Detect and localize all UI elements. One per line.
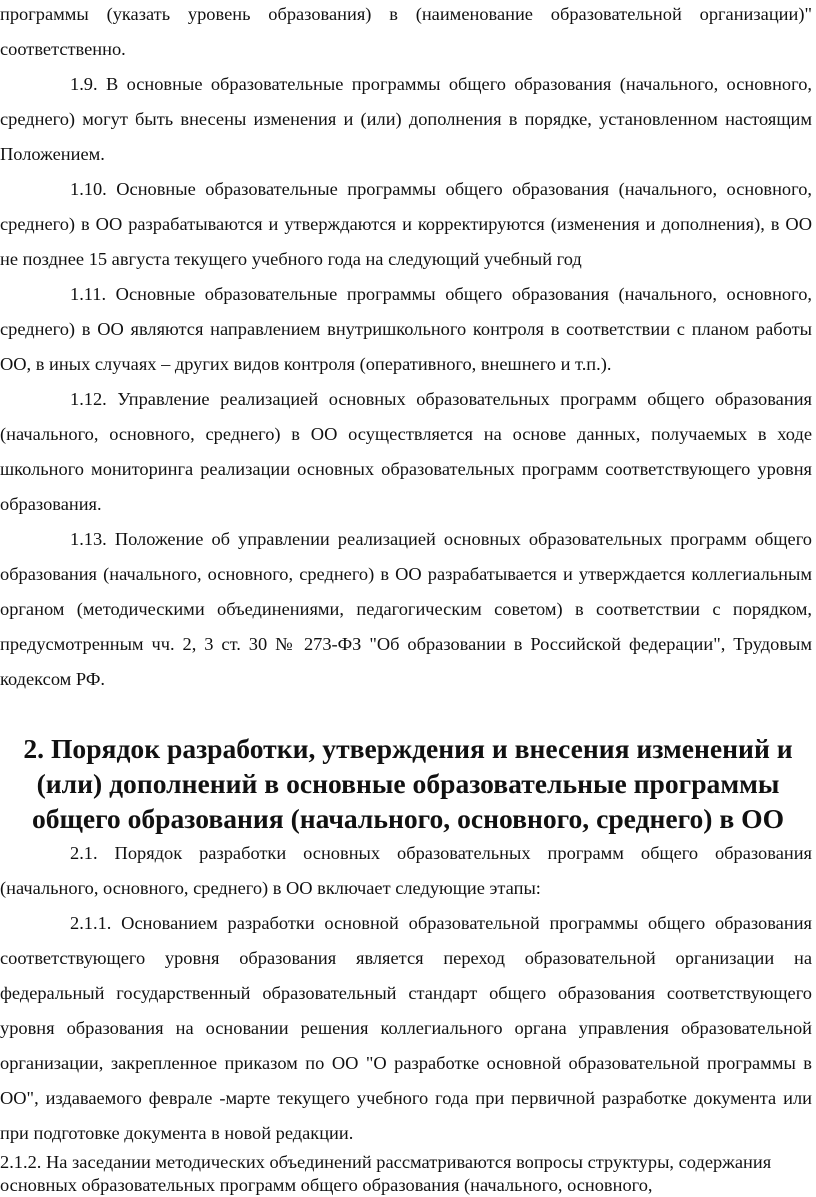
section-heading: 2. Порядок разработки, утверждения и внесения изменений и (или) дополнений в основные образовательные программы общего образования (начального, основного, среднего) в ОО — [23, 733, 793, 834]
paragraph-1-10: 1.10. Основные образовательные программы общего образования (начального, основного, среднего) в ОО разрабатываются и утверждаются и корректируются (изменения и дополнения), в ОО не позднее 15 августа текущего учебного года на следующий учебный год — [0, 179, 812, 269]
section-spacer — [0, 697, 816, 731]
paragraph-2-1-1: 2.1.1. Основанием разработки основной образовательной программы общего образования соответствующего уровня образования является переход образовательной организации на федеральный государственный образовательный стандарт общего образования соответствующего уровня образования на основании решения коллегиального органа управления образовательной организации, закрепленное приказом по ОО "О разработке основной образовательной программы в ОО", издаваемого феврале -марте текущего учебного года при первичной разработке документа или при подготовке документа в новой редакции. — [0, 913, 812, 1143]
paragraph-1-13: 1.13. Положение об управлении реализацией основных образовательных программ общего образования (начального, основного, среднего) в ОО разрабатывается и утверждается коллегиальным органом (методическими объединениями, педагогическим советом) в соответствии с порядком, предусмотренным чч. 2, 3 ст. 30 № 273-ФЗ "Об образовании в Российской федерации", Трудовым кодексом РФ. — [0, 529, 812, 689]
paragraph-continued: программы (указать уровень образования) в (наименование образовательной организации)" соответственно. — [0, 4, 812, 59]
paragraph-2-1: 2.1. Порядок разработки основных образовательных программ общего образования (начального, основного, среднего) в ОО включает следующие этапы: — [0, 843, 812, 898]
paragraph-2-1-2: 2.1.2. На заседании методических объединений рассматриваются вопросы структуры, содержания основных образовательных программ общего образования (начального, основного, — [0, 1152, 772, 1195]
paragraph-1-9: 1.9. В основные образовательные программы общего образования (начального, основного, среднего) могут быть внесены изменения и (или) дополнения в порядке, установленном настоящим Положением. — [0, 74, 812, 164]
paragraph-1-11: 1.11. Основные образовательные программы общего образования (начального, основного, среднего) в ОО являются направлением внутришкольного контроля в соответствии с планом работы ОО, в иных случаях – других видов контроля (оперативного, внешнего и т.п.). — [0, 284, 812, 374]
paragraph-1-12: 1.12. Управление реализацией основных образовательных программ общего образования (начального, основного, среднего) в ОО осуществляется на основе данных, получаемых в ходе школьного мониторинга реализации основных образовательных программ соответствующего уровня образования. — [0, 389, 812, 514]
